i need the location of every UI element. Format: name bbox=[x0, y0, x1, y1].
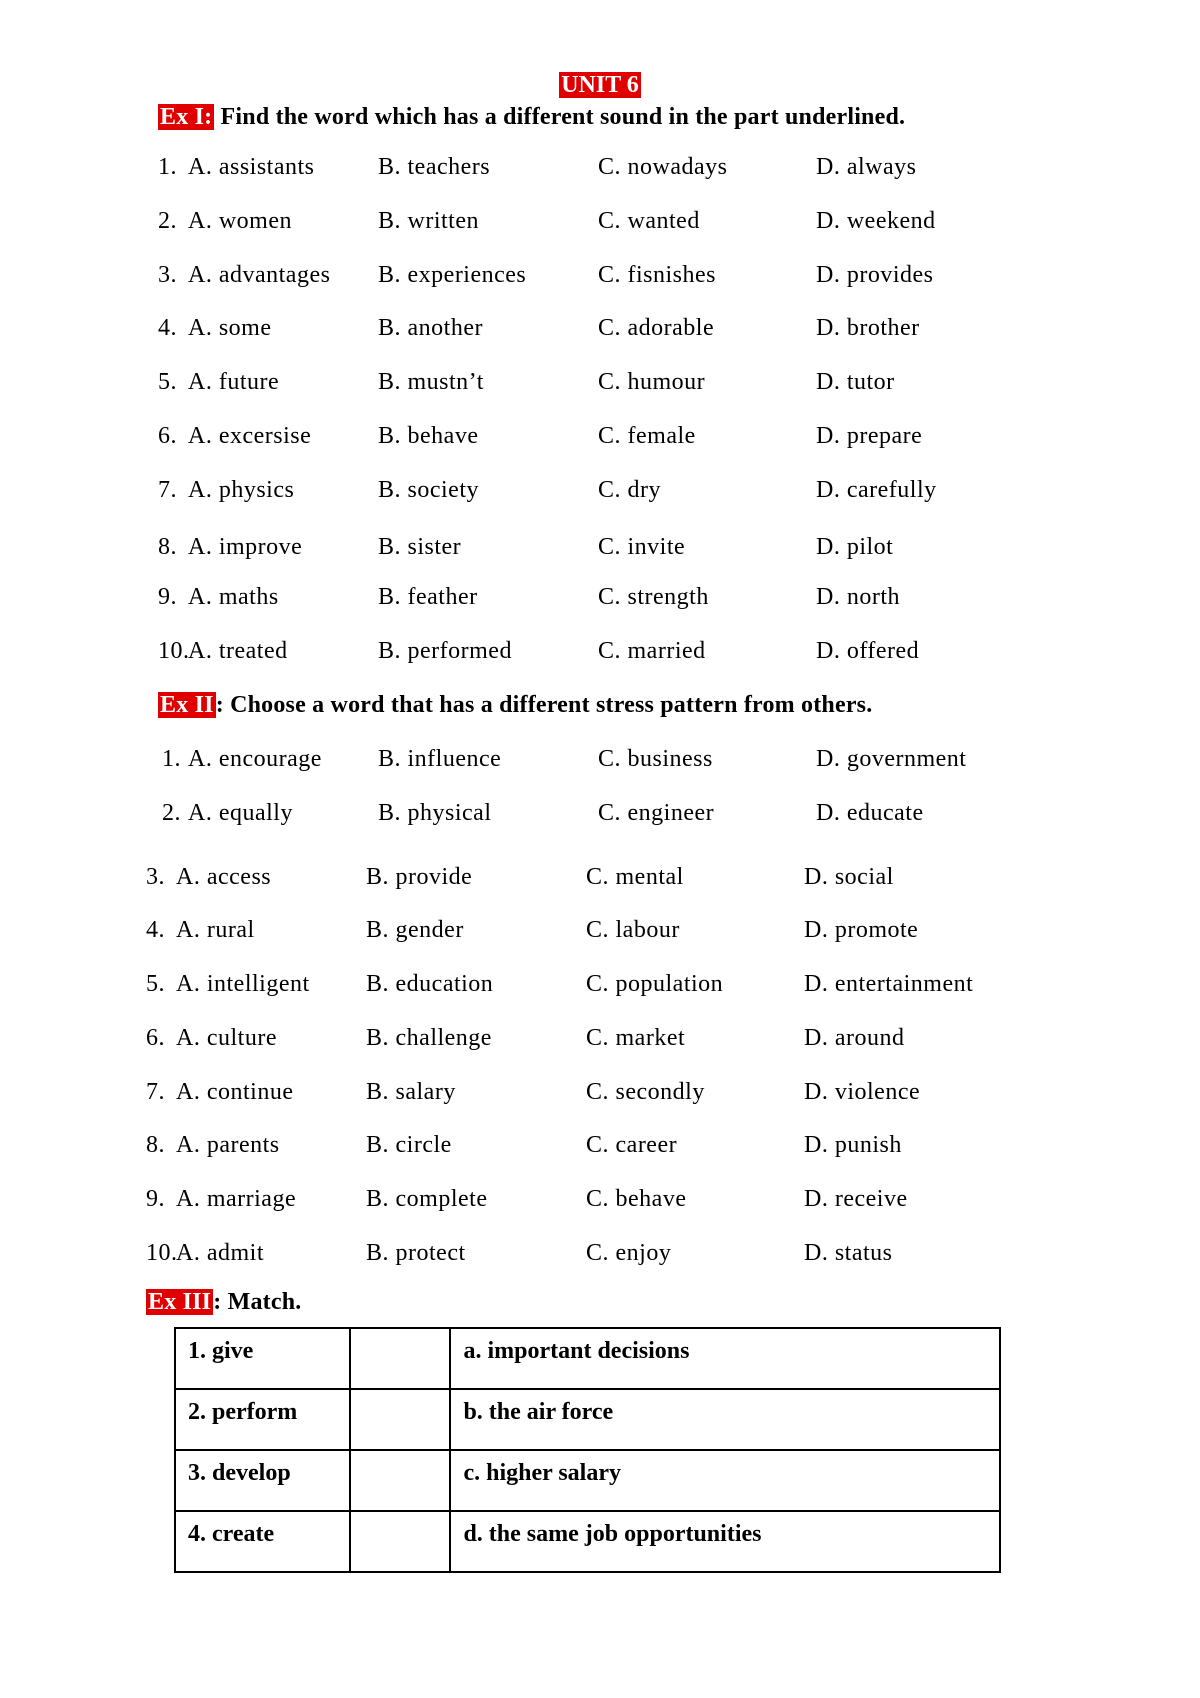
option-d: D. prepare bbox=[816, 423, 923, 449]
option-a: A. culture bbox=[176, 1025, 277, 1051]
option-d: D. receive bbox=[804, 1186, 908, 1212]
option-b: B. written bbox=[378, 208, 479, 234]
ex1-instruction: Find the word which has a different sound in the part underlined. bbox=[214, 104, 906, 130]
option-a: A. access bbox=[176, 864, 272, 890]
ex3-heading bbox=[146, 1287, 301, 1317]
match-row bbox=[175, 1389, 1000, 1450]
option-b: B. influence bbox=[378, 746, 502, 772]
match-definition: d. the same job opportunities bbox=[450, 1511, 1000, 1572]
option-b: B. mustn’t bbox=[378, 369, 484, 395]
ex2-question-row bbox=[0, 968, 1200, 1000]
question-number: 5. bbox=[146, 971, 165, 997]
option-b: B. complete bbox=[366, 1186, 488, 1212]
ex2-heading bbox=[158, 690, 872, 720]
ex1-question-row bbox=[0, 366, 1200, 398]
option-c: C. enjoy bbox=[586, 1240, 672, 1266]
option-d: D. brother bbox=[816, 315, 920, 341]
match-answer-cell[interactable] bbox=[350, 1389, 451, 1450]
option-c: C. wanted bbox=[598, 208, 700, 234]
option-d: D. government bbox=[816, 746, 967, 772]
option-c: C. adorable bbox=[598, 315, 715, 341]
option-d: D. pilot bbox=[816, 534, 894, 560]
option-c: C. dry bbox=[598, 477, 661, 503]
ex1-question-row bbox=[0, 531, 1200, 563]
option-c: C. strength bbox=[598, 584, 709, 610]
option-b: B. provide bbox=[366, 864, 473, 890]
option-d: D. social bbox=[804, 864, 894, 890]
option-c: C. business bbox=[598, 746, 713, 772]
ex2-question-row bbox=[0, 1183, 1200, 1215]
option-c: C. nowadays bbox=[598, 154, 728, 180]
ex2-label: Ex II bbox=[160, 692, 214, 718]
question-number: 7. bbox=[146, 1079, 165, 1105]
ex1-question-row bbox=[0, 259, 1200, 291]
option-d: D. promote bbox=[804, 917, 919, 943]
option-d: D. entertainment bbox=[804, 971, 974, 997]
option-b: B. protect bbox=[366, 1240, 466, 1266]
question-number: 5. bbox=[158, 369, 177, 395]
question-number: 4. bbox=[158, 315, 177, 341]
option-b: B. education bbox=[366, 971, 494, 997]
question-number: 6. bbox=[158, 423, 177, 449]
ex2-question-row bbox=[0, 797, 1200, 829]
option-b: B. behave bbox=[378, 423, 479, 449]
unit-title: UNIT 6 bbox=[561, 72, 639, 98]
option-c: C. humour bbox=[598, 369, 706, 395]
option-b: B. sister bbox=[378, 534, 462, 560]
option-d: D. offered bbox=[816, 638, 920, 664]
question-number: 1. bbox=[162, 746, 181, 772]
option-a: A. treated bbox=[188, 638, 288, 664]
question-number: 10. bbox=[146, 1240, 178, 1266]
ex1-question-row bbox=[0, 205, 1200, 237]
ex2-instruction: : Choose a word that has a different stress pattern from others. bbox=[215, 692, 873, 718]
ex1-question-row bbox=[0, 312, 1200, 344]
option-a: A. parents bbox=[176, 1132, 280, 1158]
ex3-label: Ex III bbox=[148, 1289, 212, 1315]
match-row bbox=[175, 1328, 1000, 1389]
match-term: 3. develop bbox=[175, 1450, 350, 1511]
ex1-heading bbox=[158, 102, 905, 132]
ex1-question-row bbox=[0, 420, 1200, 452]
option-a: A. maths bbox=[188, 584, 279, 610]
option-a: A. continue bbox=[176, 1079, 294, 1105]
option-c: C. secondly bbox=[586, 1079, 705, 1105]
question-number: 2. bbox=[158, 208, 177, 234]
match-term: 4. create bbox=[175, 1511, 350, 1572]
question-number: 2. bbox=[162, 800, 181, 826]
match-row bbox=[175, 1511, 1000, 1572]
question-number: 10. bbox=[158, 638, 190, 664]
match-answer-cell[interactable] bbox=[350, 1450, 451, 1511]
ex1-question-row bbox=[0, 581, 1200, 613]
ex2-question-row bbox=[0, 743, 1200, 775]
ex3-instruction: : Match. bbox=[213, 1289, 302, 1315]
match-answer-cell[interactable] bbox=[350, 1511, 451, 1572]
match-answer-cell[interactable] bbox=[350, 1328, 451, 1389]
option-d: D. north bbox=[816, 584, 900, 610]
question-number: 3. bbox=[146, 864, 165, 890]
option-a: A. rural bbox=[176, 917, 255, 943]
question-number: 8. bbox=[158, 534, 177, 560]
option-c: C. engineer bbox=[598, 800, 715, 826]
question-number: 6. bbox=[146, 1025, 165, 1051]
option-d: D. status bbox=[804, 1240, 893, 1266]
ex1-label: Ex I: bbox=[160, 104, 213, 130]
option-d: D. violence bbox=[804, 1079, 921, 1105]
match-definition: c. higher salary bbox=[450, 1450, 1000, 1511]
option-b: B. performed bbox=[378, 638, 512, 664]
option-a: A. women bbox=[188, 208, 292, 234]
option-c: C. fisnishes bbox=[598, 262, 717, 288]
option-a: A. marriage bbox=[176, 1186, 297, 1212]
option-b: B. challenge bbox=[366, 1025, 492, 1051]
option-a: A. improve bbox=[188, 534, 303, 560]
option-d: D. around bbox=[804, 1025, 905, 1051]
option-c: C. invite bbox=[598, 534, 686, 560]
option-c: C. behave bbox=[586, 1186, 687, 1212]
option-c: C. market bbox=[586, 1025, 686, 1051]
ex1-question-row bbox=[0, 474, 1200, 506]
question-number: 3. bbox=[158, 262, 177, 288]
option-b: B. circle bbox=[366, 1132, 452, 1158]
question-number: 7. bbox=[158, 477, 177, 503]
ex2-question-row bbox=[0, 1237, 1200, 1269]
option-b: B. teachers bbox=[378, 154, 491, 180]
option-c: C. female bbox=[598, 423, 696, 449]
option-a: A. future bbox=[188, 369, 280, 395]
option-a: A. assistants bbox=[188, 154, 315, 180]
match-table bbox=[174, 1327, 1001, 1573]
match-row bbox=[175, 1450, 1000, 1511]
ex1-question-row bbox=[0, 151, 1200, 183]
option-d: D. tutor bbox=[816, 369, 895, 395]
option-b: B. physical bbox=[378, 800, 492, 826]
option-a: A. intelligent bbox=[176, 971, 310, 997]
question-number: 1. bbox=[158, 154, 177, 180]
match-definition: a. important decisions bbox=[450, 1328, 1000, 1389]
ex1-question-row bbox=[0, 635, 1200, 667]
option-c: C. mental bbox=[586, 864, 684, 890]
option-d: D. punish bbox=[804, 1132, 902, 1158]
match-term: 1. give bbox=[175, 1328, 350, 1389]
option-a: A. excersise bbox=[188, 423, 312, 449]
option-d: D. provides bbox=[816, 262, 934, 288]
question-number: 8. bbox=[146, 1132, 165, 1158]
page-title bbox=[0, 70, 1200, 100]
ex2-question-row bbox=[0, 914, 1200, 946]
question-number: 9. bbox=[146, 1186, 165, 1212]
option-c: C. career bbox=[586, 1132, 678, 1158]
option-a: A. encourage bbox=[188, 746, 322, 772]
question-number: 4. bbox=[146, 917, 165, 943]
option-b: B. salary bbox=[366, 1079, 456, 1105]
match-term: 2. perform bbox=[175, 1389, 350, 1450]
question-number: 9. bbox=[158, 584, 177, 610]
option-d: D. educate bbox=[816, 800, 924, 826]
option-a: A. physics bbox=[188, 477, 295, 503]
option-a: A. some bbox=[188, 315, 272, 341]
option-a: A. advantages bbox=[188, 262, 331, 288]
option-d: D. weekend bbox=[816, 208, 936, 234]
option-d: D. carefully bbox=[816, 477, 937, 503]
option-c: C. married bbox=[598, 638, 706, 664]
option-b: B. experiences bbox=[378, 262, 527, 288]
option-a: A. admit bbox=[176, 1240, 264, 1266]
option-b: B. another bbox=[378, 315, 483, 341]
option-b: B. gender bbox=[366, 917, 464, 943]
option-b: B. feather bbox=[378, 584, 478, 610]
option-d: D. always bbox=[816, 154, 917, 180]
ex2-question-row bbox=[0, 861, 1200, 893]
ex2-question-row bbox=[0, 1129, 1200, 1161]
option-c: C. population bbox=[586, 971, 724, 997]
match-definition: b. the air force bbox=[450, 1389, 1000, 1450]
ex2-question-row bbox=[0, 1022, 1200, 1054]
option-a: A. equally bbox=[188, 800, 293, 826]
ex2-question-row bbox=[0, 1076, 1200, 1108]
option-c: C. labour bbox=[586, 917, 680, 943]
option-b: B. society bbox=[378, 477, 479, 503]
